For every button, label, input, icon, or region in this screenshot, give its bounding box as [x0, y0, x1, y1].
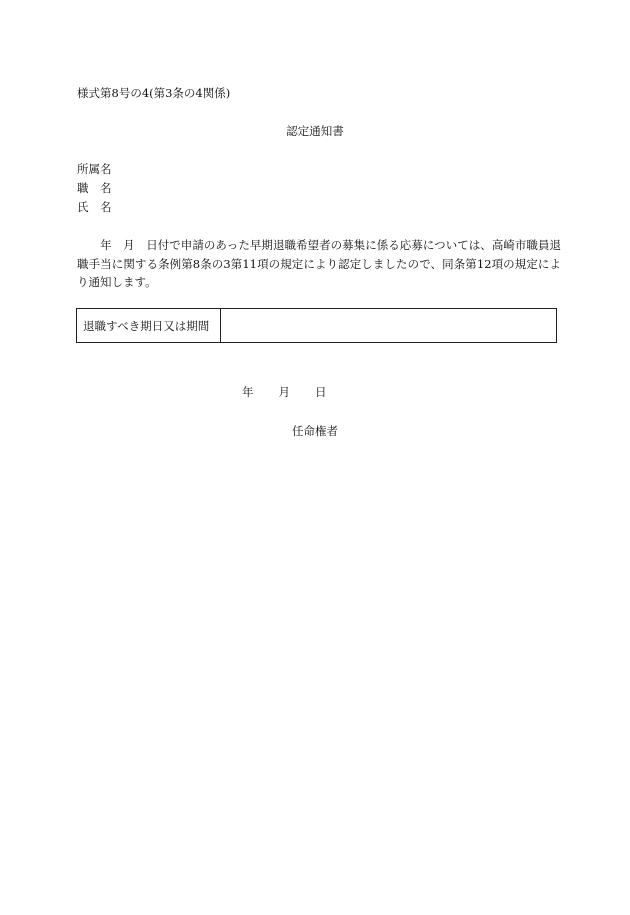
field-position-label: 職 名: [77, 181, 112, 195]
form-number: 様式第8号の4(第3条の4関係): [77, 86, 231, 100]
retirement-period-value: [221, 309, 556, 342]
document-title: 認定通知書: [286, 124, 344, 138]
date-line: [242, 384, 327, 400]
retirement-period-table: [76, 308, 557, 343]
notification-body-text: 年 月 日付で申請のあった早期退職希望者の募集に係る応募については、高崎市職員退職手当に関する条例第8条の3第11項の規定により認定しましたので、同条第12項の規定により通知します。: [77, 238, 561, 289]
date-month: 月: [278, 385, 290, 399]
appointing-authority: 任命権者: [292, 424, 338, 438]
retirement-period-label: 退職すべき期日又は期間: [77, 309, 221, 342]
date-year: 年: [242, 385, 254, 399]
field-affiliation-label: 所属名: [77, 162, 112, 176]
field-name-label: 氏 名: [77, 200, 112, 214]
date-day: 日: [315, 385, 327, 399]
